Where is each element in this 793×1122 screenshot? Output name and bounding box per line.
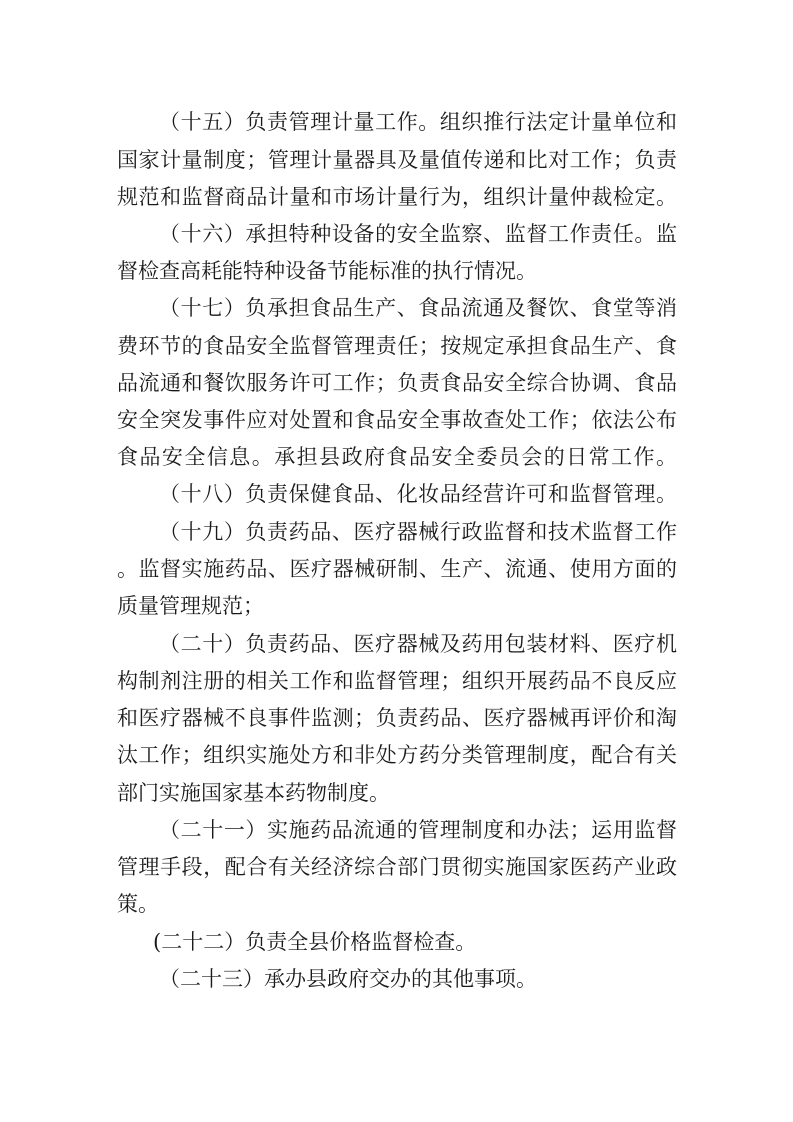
- text-line: （二十一）实施药品流通的管理制度和办法；运用监督: [159, 818, 677, 842]
- text-line: 构制剂注册的相关工作和监督管理；组织开展药品不良反应: [117, 669, 677, 693]
- text-line: (二十二）负责全县价格监督检查。: [153, 930, 477, 954]
- text-line: （十七）负承担食品生产、食品流通及餐饮、食堂等消: [159, 296, 677, 320]
- text-line: 食品安全信息。承担县政府食品安全委员会的日常工作。: [117, 445, 677, 469]
- text-line: 和医疗器械不良事件监测；负责药品、医疗器械再评价和淘: [117, 706, 677, 730]
- text-line: 费环节的食品安全监督管理责任；按规定承担食品生产、食: [117, 334, 677, 358]
- text-line: （二十三）承办县政府交办的其他事项。: [159, 967, 537, 991]
- text-line: （二十）负责药品、医疗器械及药用包装材料、医疗机: [159, 632, 677, 656]
- text-line: （十九）负责药品、医疗器械行政监督和技术监督工作: [159, 520, 677, 544]
- text-line: 。监督实施药品、医疗器械研制、生产、流通、使用方面的: [117, 557, 677, 581]
- text-line: （十六）承担特种设备的安全监察、监督工作责任。监: [159, 222, 677, 246]
- text-line: 品流通和餐饮服务许可工作；负责食品安全综合协调、食品: [117, 371, 677, 395]
- text-line: 质量管理规范；: [117, 594, 264, 618]
- text-line: 规范和监督商品计量和市场计量行为，组织计量仲裁检定。: [117, 185, 677, 209]
- text-line: （十五）负责管理计量工作。组织推行法定计量单位和: [159, 110, 677, 134]
- text-line: 部门实施国家基本药物制度。: [117, 781, 390, 805]
- text-line: 督检查高耗能特种设备节能标准的执行情况。: [117, 259, 537, 283]
- text-line: 国家计量制度；管理计量器具及量值传递和比对工作；负责: [117, 148, 677, 172]
- text-line: （十八）负责保健食品、化妆品经营许可和监督管理。: [159, 482, 677, 506]
- text-line: 安全突发事件应对处置和食品安全事故查处工作；依法公布: [117, 408, 677, 432]
- text-line: 汰工作；组织实施处方和非处方药分类管理制度，配合有关: [117, 743, 677, 767]
- text-line: 管理手段，配合有关经济综合部门贯彻实施国家医药产业政: [117, 855, 677, 879]
- text-line: 策。: [117, 892, 159, 916]
